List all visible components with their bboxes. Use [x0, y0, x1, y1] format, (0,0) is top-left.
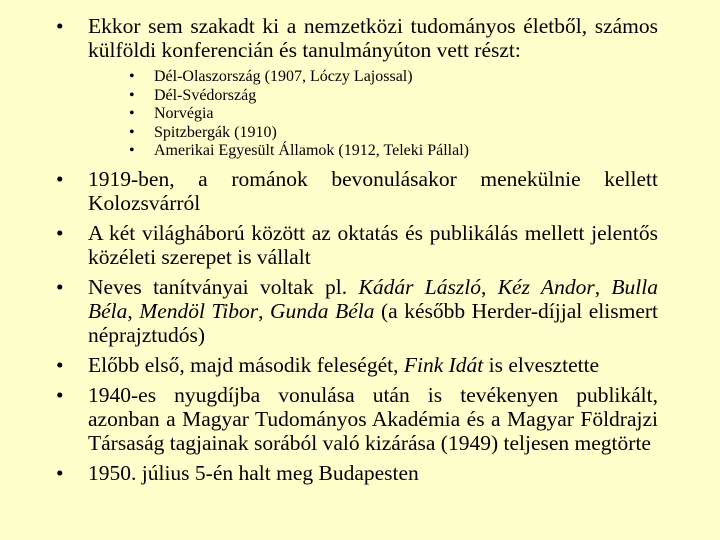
bullet-item	[56, 461, 658, 485]
bullet-text: 1940-es nyugdíjba vonulása után is tevékenyen publikált, azonban a Magyar Tudományos Akadémia és a Magyar Földrajzi Társaság tagjainak sorából való kizárása (1949) teljesen megtörte	[88, 382, 658, 455]
text-segment: Neves tanítványai voltak pl.	[88, 274, 359, 299]
student-name: Kéz Andor	[497, 274, 595, 299]
student-name: Kádár László	[358, 274, 481, 299]
text-segment: ,	[258, 298, 271, 323]
sub-bullet-item	[129, 142, 658, 161]
text-segment: (a később Herder-díjjal elismert néprajztudós)	[88, 298, 659, 347]
bullet-list	[56, 14, 658, 485]
wife-name: Fink Idát	[403, 352, 484, 377]
sub-bullet-text: Spitzbergák (1910)	[154, 123, 277, 141]
sub-bullet-text: Dél-Svédország	[154, 86, 257, 104]
text-segment: ,	[480, 274, 498, 299]
sub-bullet-marker: •	[129, 86, 135, 104]
bullet-item	[56, 167, 658, 215]
bullet-marker: •	[56, 460, 64, 485]
student-name: Mendöl Tibor	[139, 298, 259, 323]
bullet-text: A két világháború között az oktatás és publikálás mellett jelentős közéleti szerepet is vállalt	[88, 220, 658, 269]
text-segment: ,	[127, 298, 140, 323]
sub-bullet-item	[129, 105, 658, 124]
text-segment: ,	[594, 274, 612, 299]
sub-bullet-item	[129, 87, 658, 106]
sub-bullet-item	[129, 124, 658, 143]
bullet-text	[88, 353, 599, 377]
sub-bullet-marker: •	[129, 123, 135, 141]
bullet-text	[88, 275, 658, 347]
bullet-marker: •	[56, 352, 64, 377]
sub-bullet-text: Dél-Olaszország (1907, Lóczy Lajossal)	[154, 68, 413, 85]
student-name: Gunda Béla	[270, 298, 375, 323]
bullet-item	[56, 221, 658, 269]
sub-bullet-text: Norvégia	[154, 105, 214, 122]
bullet-marker: •	[56, 274, 64, 299]
sub-bullet-marker: •	[129, 105, 135, 122]
bullet-marker: •	[56, 382, 64, 407]
sub-bullet-text: Amerikai Egyesült Államok (1912, Teleki Pállal)	[154, 142, 469, 159]
sub-bullet-marker: •	[129, 142, 135, 159]
bullet-text: Ekkor sem szakadt ki a nemzetközi tudományos életből, számos külföldi konferencián és tanulmányúton vett részt:	[88, 14, 658, 62]
text-segment: is elvesztette	[483, 352, 600, 377]
text-segment: Előbb első, majd második feleségét,	[88, 352, 404, 377]
sub-bullet-item	[129, 68, 658, 87]
bullet-marker: •	[56, 220, 64, 245]
sub-bullet-list	[88, 68, 658, 161]
student-name: Bulla Béla	[88, 274, 659, 323]
bullet-marker: •	[56, 14, 64, 38]
bullet-item	[56, 14, 658, 161]
bullet-text: 1950. július 5-én halt meg Budapesten	[88, 460, 419, 485]
bullet-marker: •	[56, 166, 64, 191]
bullet-item	[56, 353, 658, 377]
bullet-item	[56, 275, 658, 347]
bullet-text: 1919-ben, a románok bevonulásakor menekülnie kellett Kolozsvárról	[88, 166, 658, 215]
bullet-item	[56, 383, 658, 455]
sub-bullet-marker: •	[129, 68, 135, 85]
